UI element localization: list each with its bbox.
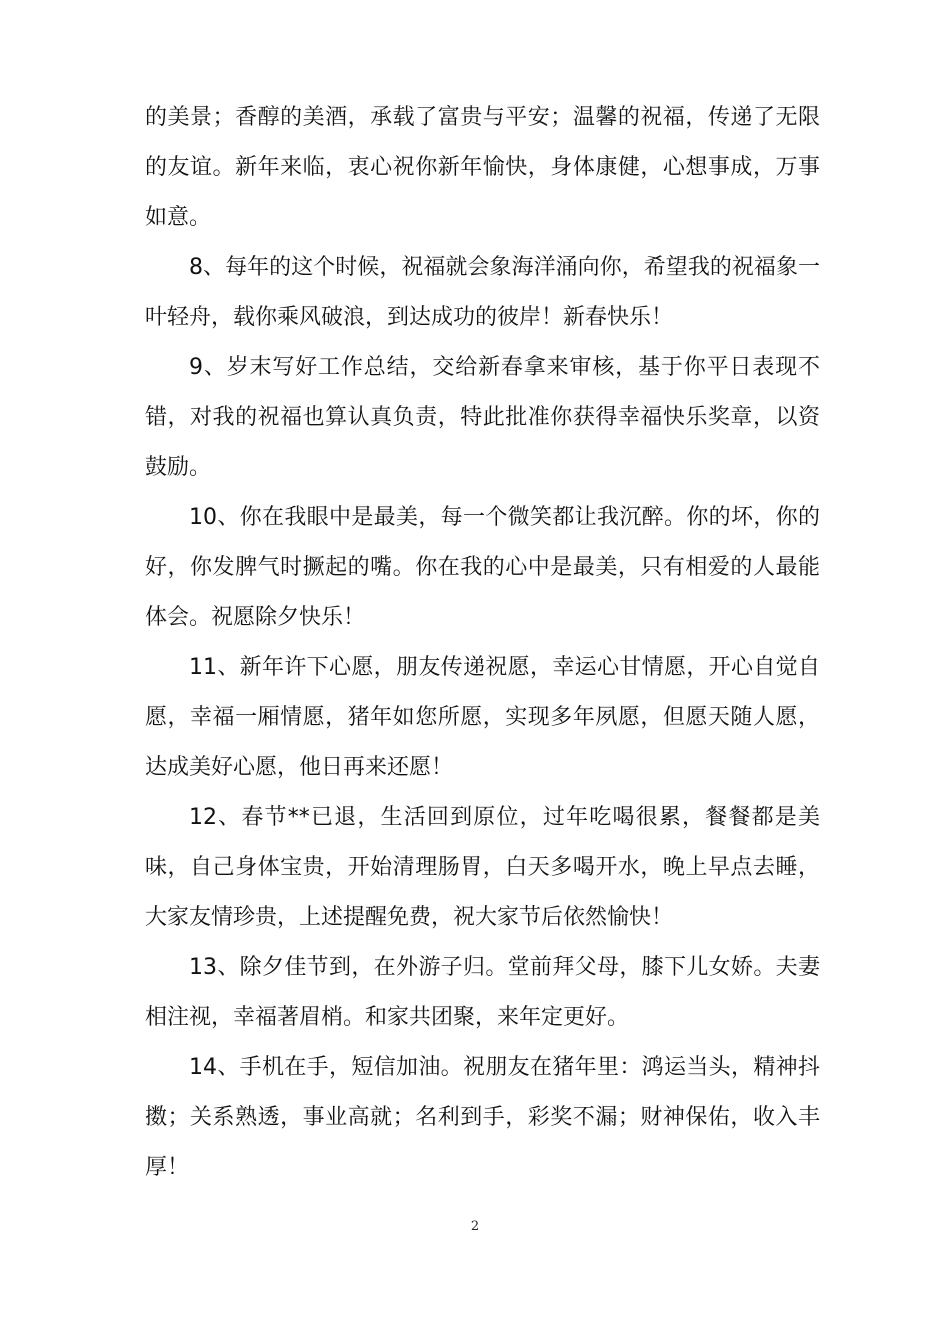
- document-body: [145, 93, 820, 1193]
- paragraph-item-11: 11、新年许下心愿，朋友传递祝愿，幸运心甘情愿，开心自觉自愿，幸福一厢情愿，猪年如您所愿，实现多年夙愿，但愿天随人愿，达成美好心愿，他日再来还愿！: [145, 655, 820, 780]
- paragraph-item-13: 13、除夕佳节到，在外游子归。堂前拜父母，膝下儿女娇。夫妻相注视，幸福著眉梢。和家共团聚，来年定更好。: [145, 955, 820, 1030]
- paragraph-item-14: 14、手机在手，短信加油。祝朋友在猪年里：鸿运当头，精神抖擞；关系熟透，事业高就；名利到手，彩奖不漏；财神保佑，收入丰厚！: [145, 1055, 820, 1180]
- paragraph-item-10: 10、你在我眼中是最美，每一个微笑都让我沉醉。你的坏，你的好，你发脾气时撅起的嘴。你在我的心中是最美，只有相爱的人最能体会。祝愿除夕快乐！: [145, 505, 820, 630]
- paragraph-item-12: 12、春节**已退，生活回到原位，过年吃喝很累，餐餐都是美味，自己身体宝贵，开始清理肠胃，白天多喝开水，晚上早点去睡，大家友情珍贵，上述提醒免费，祝大家节后依然愉快！: [145, 805, 820, 930]
- paragraph-item-9: 9、岁末写好工作总结，交给新春拿来审核，基于你平日表现不错，对我的祝福也算认真负责，特此批准你获得幸福快乐奖章，以资鼓励。: [145, 355, 820, 480]
- paragraph-item-8: 8、每年的这个时候，祝福就会象海洋涌向你，希望我的祝福象一叶轻舟，载你乘风破浪，到达成功的彼岸！新春快乐！: [145, 255, 820, 330]
- paragraph-continued: 的美景；香醇的美酒，承载了富贵与平安；温馨的祝福，传递了无限的友谊。新年来临，衷心祝你新年愉快，身体康健，心想事成，万事如意。: [145, 105, 820, 230]
- page-number: 2: [470, 1219, 480, 1234]
